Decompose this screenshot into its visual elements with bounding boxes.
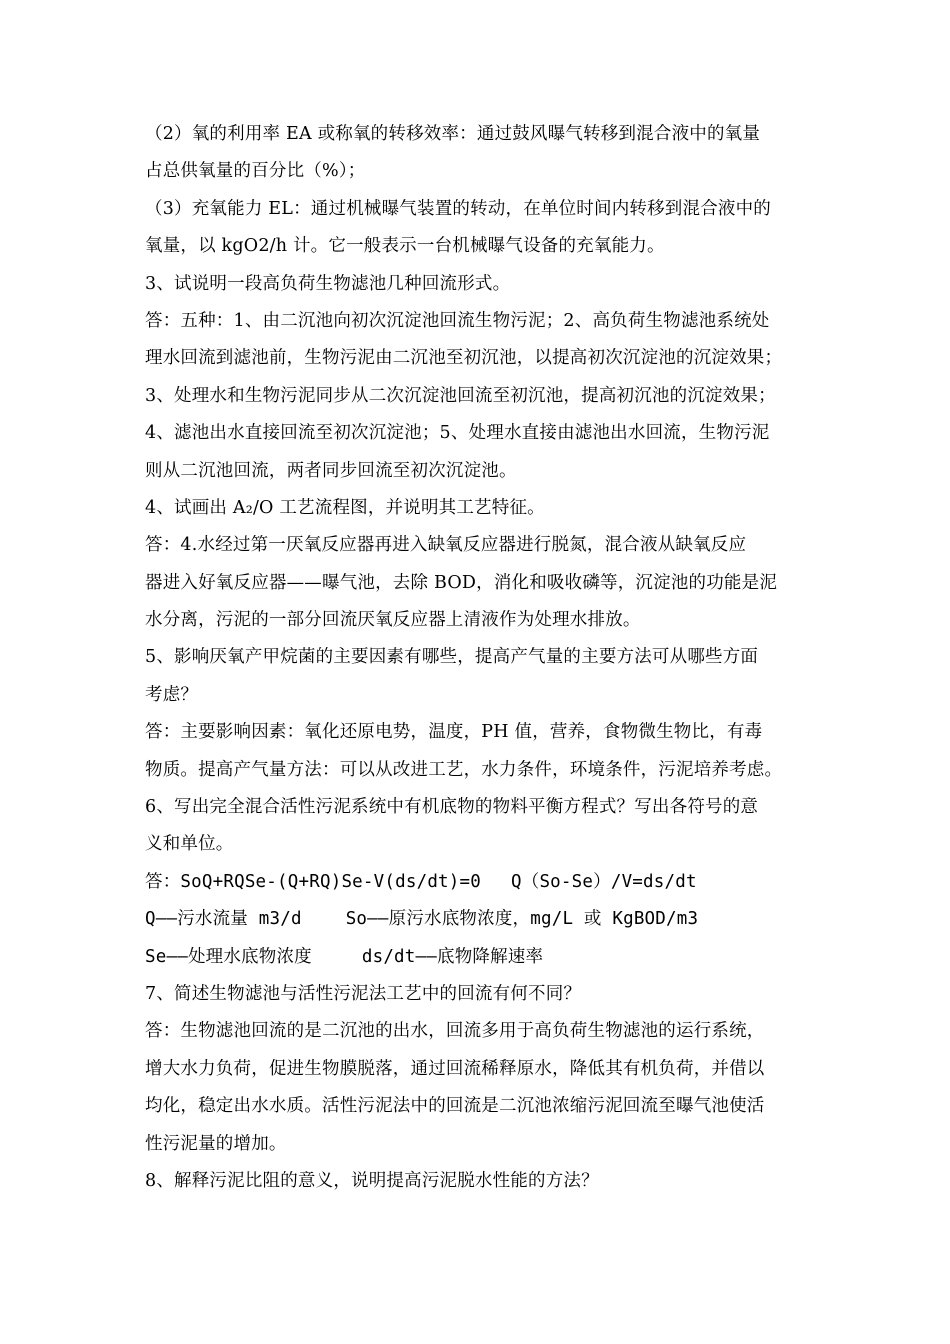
text-line: 答：五种：1、由二沉池向初次沉淀池回流生物污泥；2、高负荷生物滤池系统处 bbox=[145, 310, 770, 331]
text-line: 占总供氧量的百分比（%）； bbox=[145, 161, 366, 182]
text-line: 考虑？ bbox=[145, 684, 199, 705]
document-page bbox=[145, 116, 810, 1200]
equation-line bbox=[145, 864, 810, 901]
text-line: 4、滤池出水直接回流至初次沉淀池；5、处理水直接由滤池出水回流，生物污泥 bbox=[145, 423, 770, 444]
question-heading: 8、解释污泥比阻的意义，说明提高污泥脱水性能的方法？ bbox=[145, 1170, 599, 1191]
text-line: 增大水力负荷，促进生物膜脱落，通过回流稀释原水，降低其有机负荷，并借以 bbox=[145, 1058, 765, 1079]
text-line: 答：生物滤池回流的是二沉池的出水，回流多用于高负荷生物滤池的运行系统， bbox=[145, 1021, 765, 1042]
text-line: 器进入好氧反应器——曝气池，去除 BOD，消化和吸收磷等，沉淀池的功能是泥 bbox=[145, 572, 778, 593]
symbol-se: Se——处理水底物浓度 bbox=[145, 946, 312, 967]
text-line: 物质。提高产气量方法：可以从改进工艺，水力条件，环境条件，污泥培养考虑。 bbox=[145, 759, 783, 780]
question-heading: 7、简述生物滤池与活性污泥法工艺中的回流有何不同？ bbox=[145, 983, 582, 1004]
text-line: 水分离，污泥的一部分回流厌氧反应器上清液作为处理水排放。 bbox=[145, 610, 641, 631]
text-line: 答：主要影响因素：氧化还原电势，温度，PH 值，营养，食物微生物比，有毒 bbox=[145, 722, 763, 743]
symbol-definition-line bbox=[145, 901, 810, 938]
symbol-so: So——原污水底物浓度，mg/L 或 KgBOD/m3 bbox=[345, 909, 699, 930]
text-line: 性污泥量的增加。 bbox=[145, 1133, 287, 1154]
text-line: （3）充氧能力 EL：通过机械曝气装置的转动，在单位时间内转移到混合液中的 bbox=[145, 198, 771, 219]
question-heading: 4、试画出 A₂/O 工艺流程图，并说明其工艺特征。 bbox=[145, 497, 545, 518]
text-line: 答：4.水经过第一厌氧反应器再进入缺氧反应器进行脱氮，混合液从缺氧反应 bbox=[145, 535, 747, 556]
text-line: 理水回流到滤池前，生物污泥由二沉池至初沉池，以提高初次沉淀池的沉淀效果； bbox=[145, 348, 783, 369]
symbol-definition-line bbox=[145, 939, 810, 976]
text-line: 义和单位。 bbox=[145, 834, 234, 855]
text-line: 氧量，以 kgO2/h 计。它一般表示一台机械曝气设备的充氧能力。 bbox=[145, 236, 665, 257]
question-heading: 3、试说明一段高负荷生物滤池几种回流形式。 bbox=[145, 273, 511, 294]
text-line: 3、处理水和生物污泥同步从二次沉淀池回流至初沉池，提高初沉池的沉淀效果； bbox=[145, 385, 776, 406]
text-line: 则从二沉池回流，两者同步回流至初次沉淀池。 bbox=[145, 460, 517, 481]
symbol-ds-dt: ds/dt——底物降解速率 bbox=[361, 946, 544, 967]
mass-balance-equation: 答：SoQ+RQSe-(Q+RQ)Se-V(ds/dt)=0 bbox=[145, 871, 482, 892]
question-heading: 6、写出完全混合活性污泥系统中有机底物的物料平衡方程式？写出各符号的意 bbox=[145, 797, 759, 818]
text-line: 均化，稳定出水水质。活性污泥法中的回流是二沉池浓缩污泥回流至曝气池使活 bbox=[145, 1096, 765, 1117]
text-line: （2）氧的利用率 EA 或称氧的转移效率：通过鼓风曝气转移到混合液中的氧量 bbox=[145, 124, 761, 144]
question-heading: 5、影响厌氧产甲烷菌的主要因素有哪些，提高产气量的主要方法可从哪些方面 bbox=[145, 647, 759, 668]
symbol-q: Q——污水流量 m3/d bbox=[145, 909, 302, 930]
rate-equation: Q（So-Se）/V=ds/dt bbox=[511, 871, 697, 892]
